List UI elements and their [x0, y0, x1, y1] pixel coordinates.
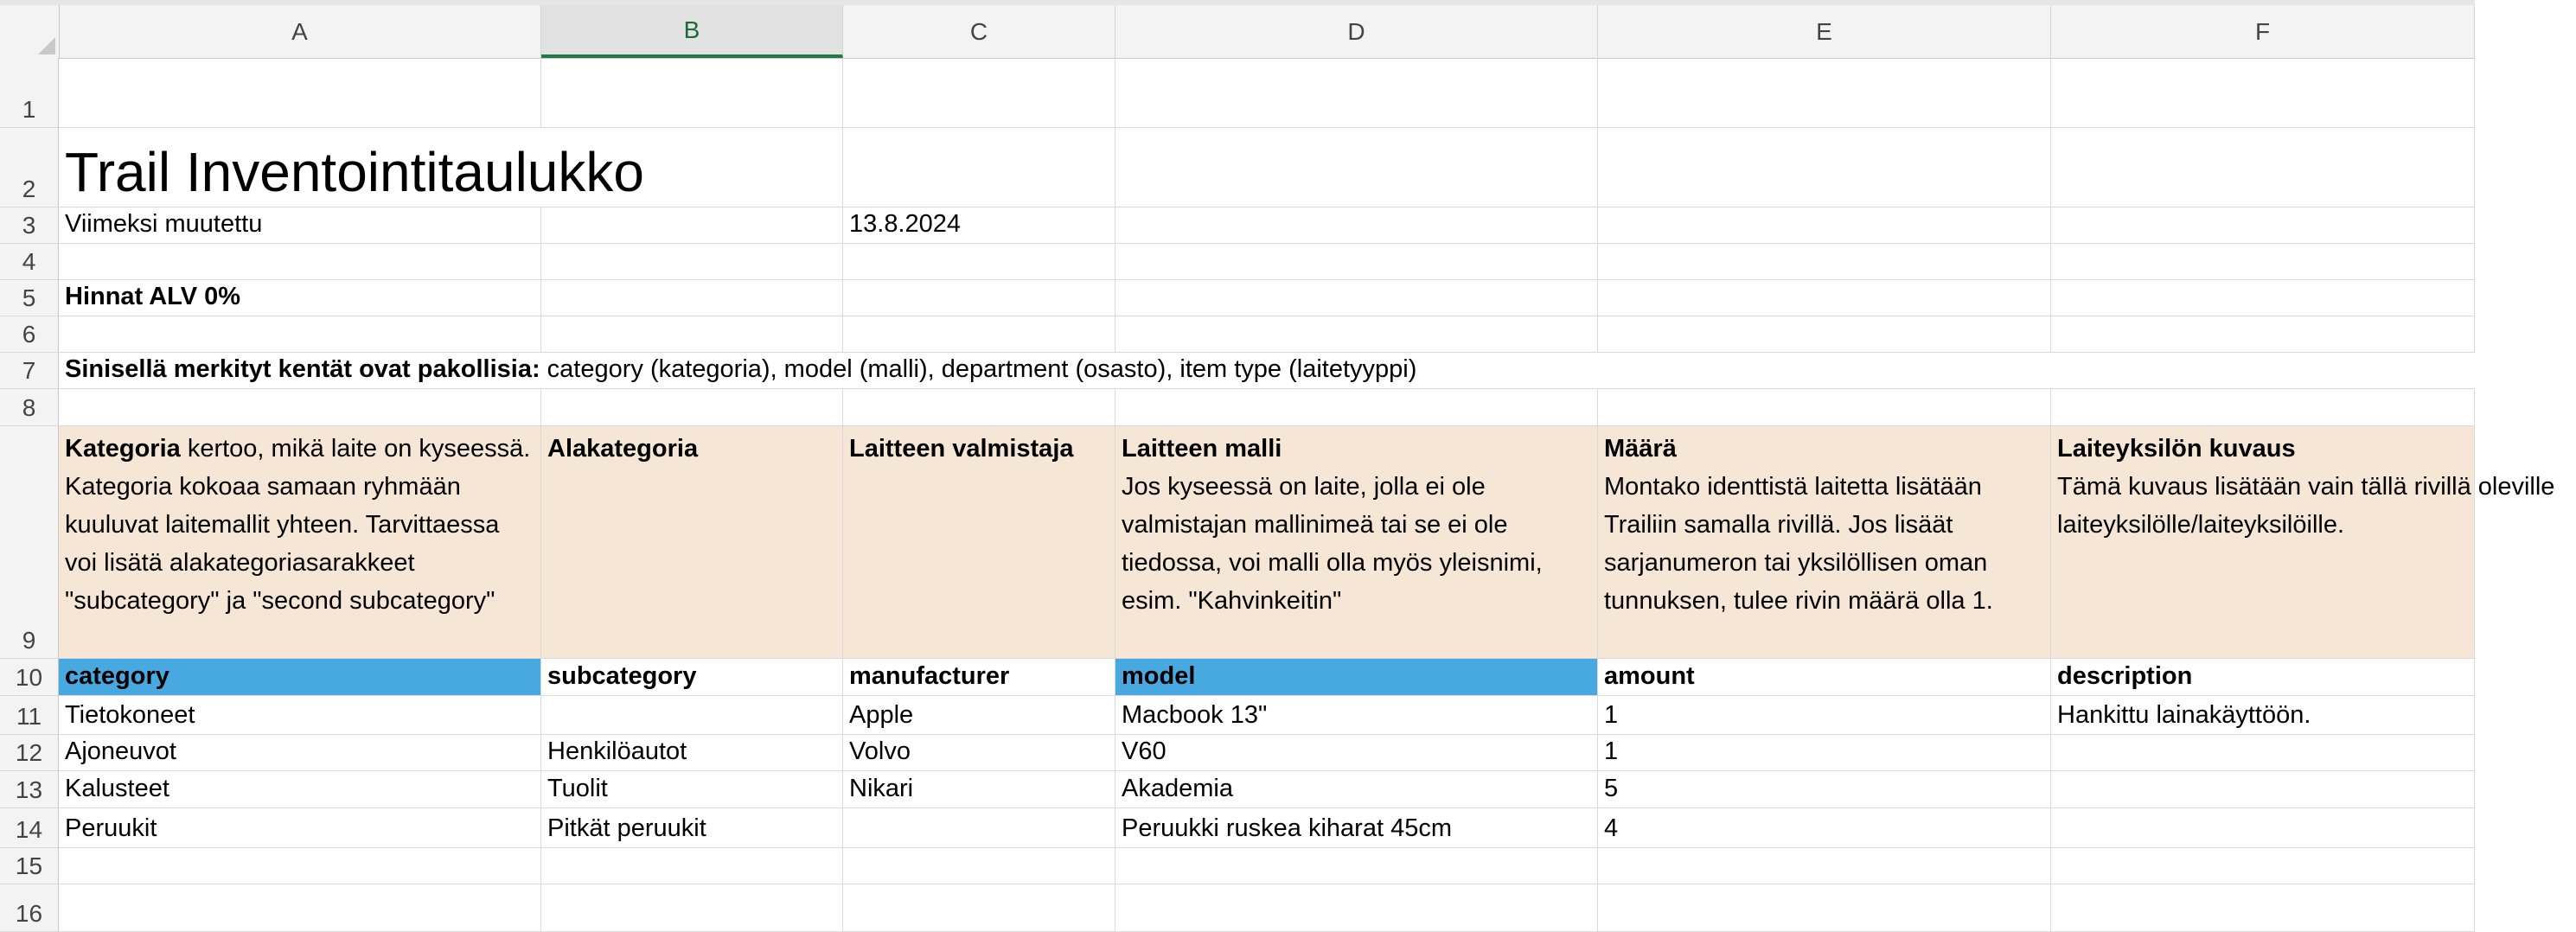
cell-d5[interactable] — [1115, 280, 1598, 316]
row-header-2[interactable]: 2 — [0, 128, 59, 207]
cell-f13[interactable] — [2051, 771, 2475, 808]
cell-b4[interactable] — [541, 244, 843, 280]
cell-b9[interactable] — [541, 426, 843, 659]
cell-f12[interactable] — [2051, 735, 2475, 771]
row-header-13[interactable]: 13 — [0, 771, 59, 808]
cell-b15[interactable] — [541, 848, 843, 884]
cell-d11[interactable]: Macbook 13" — [1115, 696, 1598, 735]
cell-c15[interactable] — [843, 848, 1115, 884]
cell-f5[interactable] — [2051, 280, 2475, 316]
cell-b5[interactable] — [541, 280, 843, 316]
cell-b13[interactable]: Tuolit — [541, 771, 843, 808]
cell-f10[interactable]: description — [2051, 659, 2475, 696]
cell-b14[interactable]: Pitkät peruukit — [541, 808, 843, 848]
required-note-text: category (kategoria), model (malli), department (osasto), item type (laitetyyppi) — [540, 355, 1417, 383]
cell-f3[interactable] — [2051, 207, 2475, 244]
cell-a1[interactable] — [59, 58, 541, 128]
cell-e16[interactable] — [1598, 884, 2051, 932]
cell-e13[interactable]: 5 — [1598, 771, 2051, 808]
select-all-corner[interactable] — [0, 5, 60, 58]
amount-desc-text: Montako identtistä laitetta lisätään Trailiin samalla rivillä. Jos lisäät sarjanumeron tai yksilöllisen oman tunnuksen, tulee rivin määrä olla 1. — [1604, 473, 1993, 615]
subcategory-desc-bold: Alakategoria — [547, 435, 699, 463]
cell-a16[interactable] — [59, 884, 541, 932]
cell-a3[interactable]: Viimeksi muutettu — [59, 207, 541, 244]
cell-b11[interactable] — [541, 696, 843, 735]
row-header-7[interactable]: 7 — [0, 353, 59, 389]
cell-f4[interactable] — [2051, 244, 2475, 280]
model-desc-bold: Laitteen malli — [1122, 435, 1282, 463]
cell-e2[interactable] — [1598, 128, 2051, 207]
cell-d10[interactable]: model — [1115, 659, 1598, 696]
required-note-bold: Sinisellä merkityt kentät ovat pakollisia: — [65, 355, 540, 383]
cell-f6[interactable] — [2051, 316, 2475, 353]
cell-c1[interactable] — [843, 58, 1115, 128]
cell-a15[interactable] — [59, 848, 541, 884]
row-header-15[interactable]: 15 — [0, 848, 59, 884]
cell-d14[interactable]: Peruukki ruskea kiharat 45cm — [1115, 808, 1598, 848]
cell-d12[interactable]: V60 — [1115, 735, 1598, 771]
cell-b10[interactable]: subcategory — [541, 659, 843, 696]
cell-d3[interactable] — [1115, 207, 1598, 244]
cell-d13[interactable]: Akademia — [1115, 771, 1598, 808]
description-desc-text: Tämä kuvaus lisätään vain tällä rivillä oleville laiteyksilölle/laiteyksilöille. — [2057, 473, 2555, 539]
cell-e11[interactable]: 1 — [1598, 696, 2051, 735]
cell-c9[interactable] — [843, 426, 1115, 659]
cell-b6[interactable] — [541, 316, 843, 353]
cell-a7[interactable] — [59, 353, 2475, 389]
cell-e5[interactable] — [1598, 280, 2051, 316]
cell-b3[interactable] — [541, 207, 843, 244]
column-header-e[interactable]: E — [1598, 5, 2051, 58]
cell-a8[interactable] — [59, 389, 541, 426]
cell-a9[interactable] — [59, 426, 541, 659]
row-header-9[interactable]: 9 — [0, 426, 59, 659]
cell-c14[interactable] — [843, 808, 1115, 848]
row-header-11[interactable]: 11 — [0, 696, 59, 735]
description-desc-bold: Laiteyksilön kuvaus — [2057, 435, 2296, 463]
cell-a10[interactable]: category — [59, 659, 541, 696]
cell-e6[interactable] — [1598, 316, 2051, 353]
cell-c6[interactable] — [843, 316, 1115, 353]
cell-f11[interactable]: Hankittu lainakäyttöön. — [2051, 696, 2475, 735]
cell-e4[interactable] — [1598, 244, 2051, 280]
cell-d6[interactable] — [1115, 316, 1598, 353]
cell-c5[interactable] — [843, 280, 1115, 316]
cell-f16[interactable] — [2051, 884, 2475, 932]
cell-e1[interactable] — [1598, 58, 2051, 128]
column-header-c[interactable]: C — [843, 5, 1115, 58]
amount-desc-bold: Määrä — [1604, 435, 1677, 463]
category-desc-bold: Kategoria — [65, 435, 181, 463]
cell-c13[interactable]: Nikari — [843, 771, 1115, 808]
cell-d16[interactable] — [1115, 884, 1598, 932]
cell-c11[interactable]: Apple — [843, 696, 1115, 735]
cell-e3[interactable] — [1598, 207, 2051, 244]
cell-f15[interactable] — [2051, 848, 2475, 884]
cell-d1[interactable] — [1115, 58, 1598, 128]
cell-c10[interactable]: manufacturer — [843, 659, 1115, 696]
row-header-8[interactable]: 8 — [0, 389, 59, 426]
cell-b1[interactable] — [541, 58, 843, 128]
row-header-12[interactable]: 12 — [0, 735, 59, 771]
cell-c12[interactable]: Volvo — [843, 735, 1115, 771]
row-header-5[interactable]: 5 — [0, 280, 59, 316]
cell-f2[interactable] — [2051, 128, 2475, 207]
row-header-4[interactable]: 4 — [0, 244, 59, 280]
cell-f8[interactable] — [2051, 389, 2475, 426]
cell-d4[interactable] — [1115, 244, 1598, 280]
cell-a14[interactable]: Peruukit — [59, 808, 541, 848]
cell-b8[interactable] — [541, 389, 843, 426]
row-header-1[interactable]: 1 — [0, 58, 59, 128]
column-header-d[interactable]: D — [1115, 5, 1598, 58]
cell-a2[interactable] — [59, 128, 843, 207]
cell-f9[interactable] — [2051, 426, 2555, 659]
cell-e14[interactable]: 4 — [1598, 808, 2051, 848]
sheet-title: Trail Inventointitaulukko — [65, 141, 644, 203]
column-header-f[interactable]: F — [2051, 5, 2475, 58]
cell-e15[interactable] — [1598, 848, 2051, 884]
cell-e8[interactable] — [1598, 389, 2051, 426]
column-header-b[interactable]: B — [541, 5, 843, 58]
cell-a12[interactable]: Ajoneuvot — [59, 735, 541, 771]
category-desc-text: kertoo, mikä laite on kyseessä. Kategoria kokoaa samaan ryhmään kuuluvat laitemallit yhteen. Tarvittaessa voi lisätä alakategoriasarakkeet "subcategory" ja "second subcategory" — [65, 435, 531, 615]
cell-e9[interactable] — [1598, 426, 2051, 659]
manufacturer-desc-bold: Laitteen valmistaja — [849, 435, 1074, 463]
column-header-a[interactable]: A — [59, 5, 541, 58]
cell-d2[interactable] — [1115, 128, 1598, 207]
cell-e10[interactable]: amount — [1598, 659, 2051, 696]
cell-c2[interactable] — [843, 128, 1115, 207]
row-header-14[interactable]: 14 — [0, 808, 59, 848]
row-header-10[interactable]: 10 — [0, 659, 59, 696]
cell-d15[interactable] — [1115, 848, 1598, 884]
cell-c16[interactable] — [843, 884, 1115, 932]
cell-a11[interactable]: Tietokoneet — [59, 696, 541, 735]
cell-b16[interactable] — [541, 884, 843, 932]
row-header-3[interactable]: 3 — [0, 207, 59, 244]
select-all-triangle-icon — [38, 37, 55, 54]
cell-e12[interactable]: 1 — [1598, 735, 2051, 771]
row-header-6[interactable]: 6 — [0, 316, 59, 353]
model-desc-text: Jos kyseessä on laite, jolla ei ole valmistajan mallinimeä tai se ei ole tiedossa, voi malli olla myös yleisnimi, esim. "Kahvinkeitin" — [1122, 473, 1543, 615]
cell-a6[interactable] — [59, 316, 541, 353]
cell-f14[interactable] — [2051, 808, 2475, 848]
cell-a13[interactable]: Kalusteet — [59, 771, 541, 808]
cell-c4[interactable] — [843, 244, 1115, 280]
row-header-16[interactable]: 16 — [0, 884, 59, 932]
cell-a4[interactable] — [59, 244, 541, 280]
cell-b12[interactable]: Henkilöautot — [541, 735, 843, 771]
cell-d8[interactable] — [1115, 389, 1598, 426]
cell-a5[interactable]: Hinnat ALV 0% — [59, 280, 541, 316]
cell-c8[interactable] — [843, 389, 1115, 426]
cell-f1[interactable] — [2051, 58, 2475, 128]
cell-c3[interactable]: 13.8.2024 — [843, 207, 1115, 244]
cell-d9[interactable] — [1115, 426, 1598, 659]
